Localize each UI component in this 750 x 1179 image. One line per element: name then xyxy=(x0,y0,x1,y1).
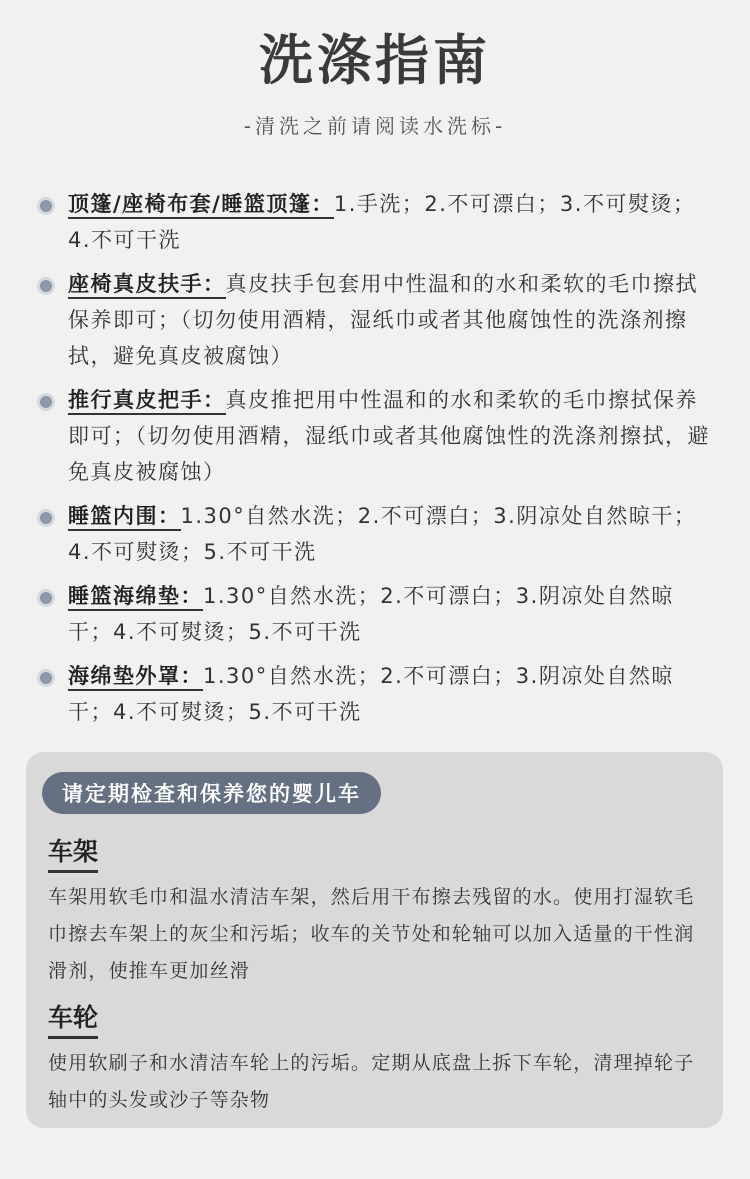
care-item-label: 睡篮海绵垫： xyxy=(68,584,203,611)
bullet-icon xyxy=(40,672,52,684)
frame-section xyxy=(48,832,708,990)
care-item-text: 真皮扶手包套用中性温和的水和柔软的毛巾擦拭保养即可；（切勿使用酒精，湿纸巾或者其他腐蚀性的洗涤剂擦拭，避免真皮被腐蚀） xyxy=(68,272,698,368)
care-item-text: 真皮推把用中性温和的水和柔软的毛巾擦拭保养即可；（切勿使用酒精，湿纸巾或者其他腐蚀性的洗涤剂擦拭，避免真皮被腐蚀） xyxy=(68,388,710,484)
wheels-section xyxy=(48,998,708,1119)
care-item-label: 推行真皮把手： xyxy=(68,388,226,415)
bullet-icon xyxy=(40,512,52,524)
bullet-icon xyxy=(40,200,52,212)
care-item-text: 1.手洗；2.不可漂白；3.不可熨烫；4.不可干洗 xyxy=(68,192,696,252)
care-item-text: 1.30°自然水洗；2.不可漂白；3.阴凉处自然晾干；4.不可熨烫；5.不可干洗 xyxy=(68,664,674,724)
page-title: 洗涤指南 xyxy=(259,29,491,92)
bullet-icon xyxy=(40,280,52,292)
frame-heading: 车架 xyxy=(48,832,98,873)
care-item xyxy=(38,186,718,258)
care-item xyxy=(38,382,718,490)
care-item-text: 1.30°自然水洗；2.不可漂白；3.阴凉处自然晾干；4.不可熨烫；5.不可干洗 xyxy=(68,504,697,564)
bullet-icon xyxy=(40,396,52,408)
page-subtitle: -清洗之前请阅读水洗标- xyxy=(243,114,507,138)
maintenance-panel xyxy=(26,752,723,1128)
wheels-heading: 车轮 xyxy=(48,998,98,1039)
care-item xyxy=(38,658,718,730)
care-item-text: 1.30°自然水洗；2.不可漂白；3.阴凉处自然晾干；4.不可熨烫；5.不可干洗 xyxy=(68,584,674,644)
care-list xyxy=(38,186,718,738)
care-item-label: 顶篷/座椅布套/睡篮顶篷： xyxy=(68,192,334,219)
wheels-text: 使用软刷子和水清洁车轮上的污垢。定期从底盘上拆下车轮，清理掉轮子轴中的头发或沙子等杂物 xyxy=(48,1052,695,1111)
care-item-label: 睡篮内围： xyxy=(68,504,181,531)
care-item-label: 座椅真皮扶手： xyxy=(68,272,226,299)
maintenance-banner: 请定期检查和保养您的婴儿车 xyxy=(42,772,381,814)
care-item xyxy=(38,266,718,374)
care-item xyxy=(38,578,718,650)
care-item-label: 海绵垫外罩： xyxy=(68,664,203,691)
bullet-icon xyxy=(40,592,52,604)
care-item xyxy=(38,498,718,570)
frame-text: 车架用软毛巾和温水清洁车架，然后用干布擦去残留的水。使用打湿软毛巾擦去车架上的灰尘和污垢；收车的关节处和轮轴可以加入适量的干性润滑剂，使推车更加丝滑 xyxy=(48,886,695,982)
